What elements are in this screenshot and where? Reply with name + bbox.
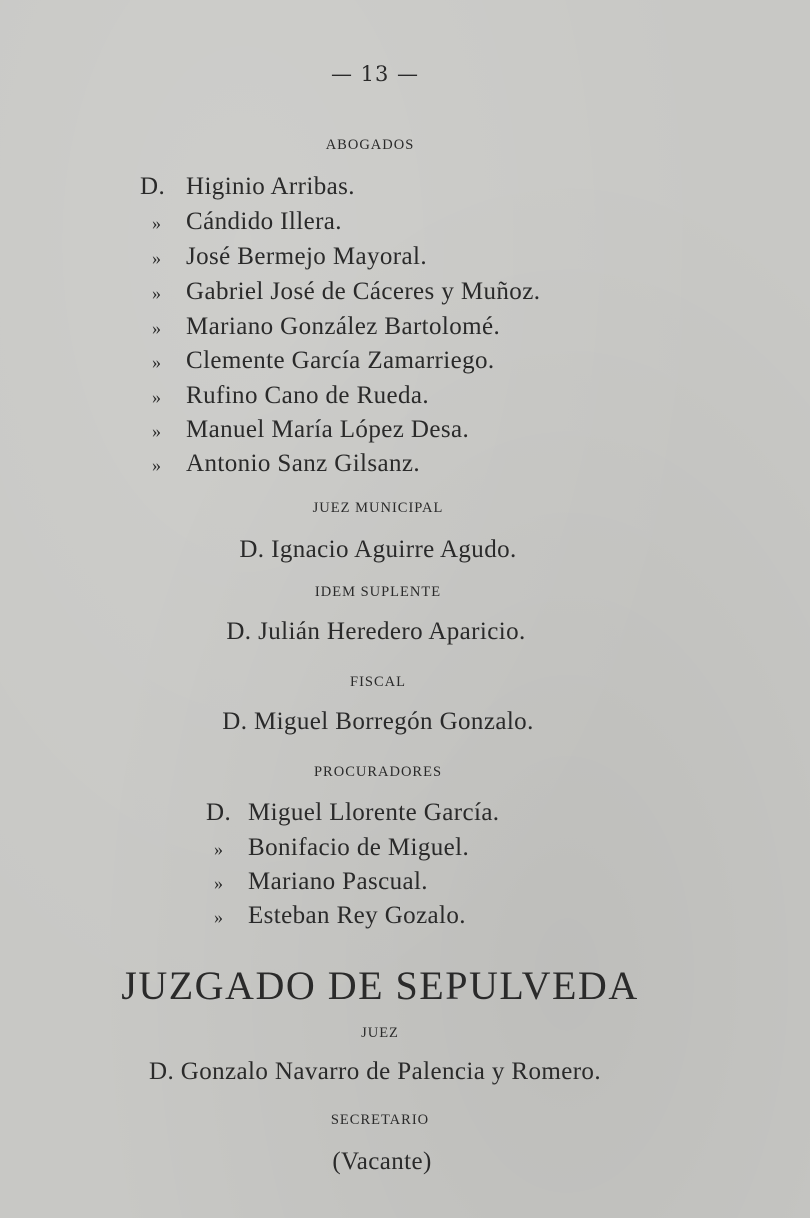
juez-name: D. Gonzalo Navarro de Palencia y Romero. bbox=[149, 1058, 601, 1085]
list-item bbox=[206, 799, 499, 827]
entry-name: Antonio Sanz Gilsanz. bbox=[186, 450, 421, 477]
section-heading-fiscal: FISCAL bbox=[350, 674, 406, 690]
entry-prefix: » bbox=[152, 421, 162, 441]
page-number: — 13 — bbox=[330, 62, 420, 86]
entry-name: Esteban Rey Gozalo. bbox=[248, 902, 466, 929]
list-item bbox=[152, 382, 429, 410]
list-item bbox=[152, 278, 540, 306]
entry-prefix: » bbox=[152, 213, 162, 233]
section-heading-secretario: SECRETARIO bbox=[330, 1112, 430, 1128]
list-item bbox=[214, 868, 428, 896]
entry-name: Higinio Arribas. bbox=[186, 173, 355, 200]
entry-prefix: » bbox=[214, 873, 224, 893]
entry-name: Clemente García Zamarriego. bbox=[186, 347, 495, 374]
list-item bbox=[152, 243, 427, 271]
court-title: JUZGADO DE SEPULVEDA bbox=[121, 963, 639, 1008]
list-item bbox=[152, 313, 500, 341]
entry-prefix: » bbox=[152, 352, 162, 372]
entry-prefix: » bbox=[152, 283, 162, 303]
entry-name: Bonifacio de Miguel. bbox=[248, 834, 470, 861]
section-heading-procuradores: PROCURADORES bbox=[313, 764, 443, 780]
entry-prefix: » bbox=[214, 839, 224, 859]
entry-name: Mariano González Bartolomé. bbox=[186, 313, 501, 340]
entry-name: Gabriel José de Cáceres y Muñoz. bbox=[186, 278, 541, 305]
entry-name: Miguel Llorente García. bbox=[248, 799, 500, 826]
list-item bbox=[140, 173, 355, 201]
entry-prefix: » bbox=[152, 318, 162, 338]
entry-prefix: » bbox=[214, 907, 224, 927]
list-item bbox=[152, 208, 342, 236]
secretario-name: (Vacante) bbox=[332, 1148, 432, 1175]
entry-prefix: » bbox=[152, 455, 162, 475]
juez-municipal-name: D. Ignacio Aguirre Agudo. bbox=[239, 536, 517, 563]
section-heading-abogados: ABOGADOS bbox=[325, 137, 415, 153]
list-item bbox=[214, 902, 466, 930]
list-item bbox=[152, 416, 469, 444]
entry-prefix: D. bbox=[140, 173, 166, 200]
list-item bbox=[214, 834, 469, 862]
entry-prefix: D. bbox=[206, 799, 232, 826]
entry-name: Cándido Illera. bbox=[186, 208, 342, 235]
entry-name: José Bermejo Mayoral. bbox=[186, 243, 427, 270]
fiscal-name: D. Miguel Borregón Gonzalo. bbox=[222, 708, 534, 735]
section-heading-juez-municipal: JUEZ MUNICIPAL bbox=[312, 500, 444, 516]
list-item bbox=[152, 347, 495, 375]
entry-name: Manuel María López Desa. bbox=[186, 416, 470, 443]
idem-suplente-name: D. Julián Heredero Aparicio. bbox=[226, 618, 526, 645]
section-heading-juez: JUEZ bbox=[361, 1025, 399, 1041]
entry-prefix: » bbox=[152, 387, 162, 407]
section-heading-idem-suplente: IDEM SUPLENTE bbox=[314, 584, 442, 600]
list-item bbox=[152, 450, 420, 478]
entry-name: Rufino Cano de Rueda. bbox=[186, 382, 430, 409]
entry-name: Mariano Pascual. bbox=[248, 868, 428, 895]
entry-prefix: » bbox=[152, 248, 162, 268]
